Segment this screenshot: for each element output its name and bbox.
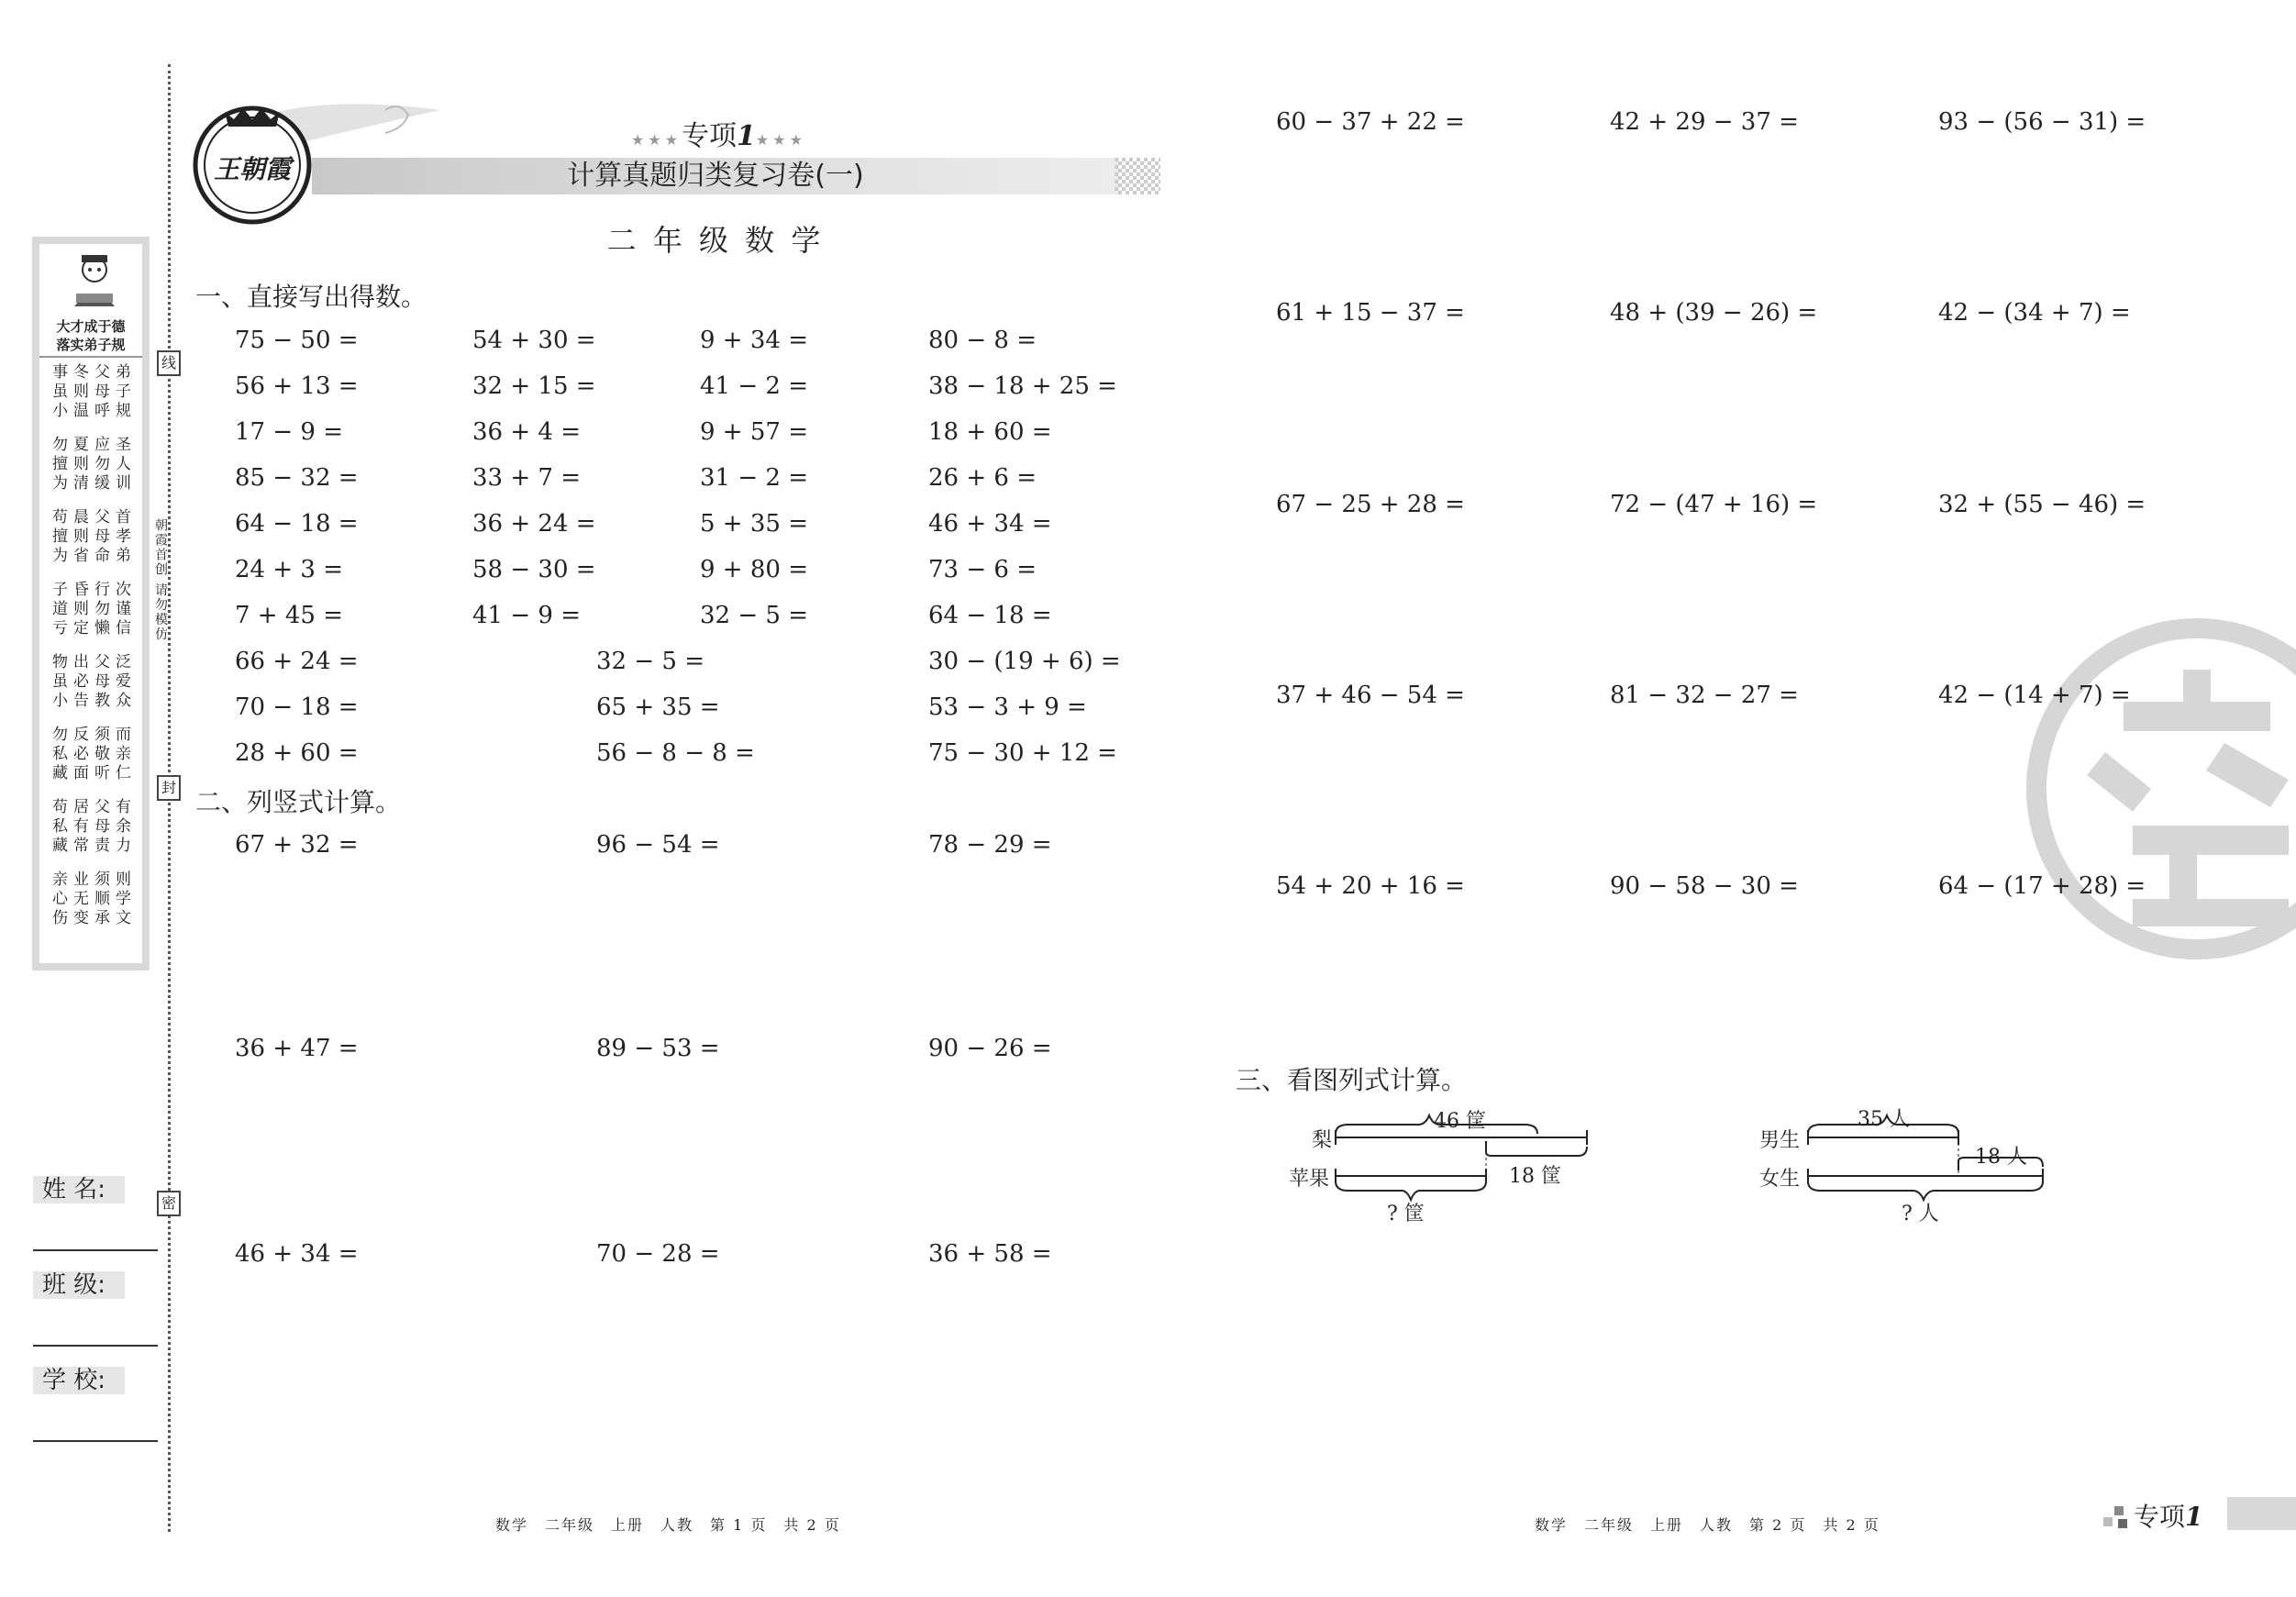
problem: 54 + 20 + 16 = <box>1276 872 1465 900</box>
star-icon: ★★★ <box>631 131 682 149</box>
poem-line: 子昏行次 <box>52 581 137 599</box>
seal-line-mark: 线 <box>157 350 181 376</box>
problem: 96 − 54 = <box>596 831 720 859</box>
problem: 75 − 50 = <box>235 327 359 354</box>
problem: 67 − 25 + 28 = <box>1276 491 1465 518</box>
poem-line: 物出父泛 <box>52 653 137 671</box>
problem: 67 + 32 = <box>235 831 359 859</box>
diagram-2-total-label: 35 人 <box>1858 1108 1910 1131</box>
problem: 36 + 24 = <box>472 510 596 538</box>
problem: 58 − 30 = <box>472 556 596 583</box>
problem: 32 + (55 − 46) = <box>1938 491 2146 518</box>
motto-line: 落实弟子规 <box>56 337 126 353</box>
poem-line: 擅则勿人 <box>52 455 137 473</box>
problem: 80 − 8 = <box>928 327 1037 354</box>
problem: 70 − 28 = <box>596 1240 720 1268</box>
problem: 90 − 58 − 30 = <box>1610 872 1799 900</box>
problem: 93 − (56 − 31) = <box>1938 108 2146 136</box>
problem: 41 − 2 = <box>700 372 808 400</box>
diagram-2-row2-label: 女生 <box>1759 1168 1801 1191</box>
problem: 36 + 47 = <box>235 1035 359 1062</box>
poem-line: 伤变承文 <box>52 909 137 927</box>
problem: 70 − 18 = <box>235 693 359 721</box>
problem: 9 + 57 = <box>700 418 808 446</box>
diagram-2-question-label: ? 人 <box>1902 1203 1939 1225</box>
footer-tab-label: 专项 <box>2134 1502 2186 1532</box>
section-2-title: 二、列竖式计算。 <box>195 787 402 817</box>
problem: 53 − 3 + 9 = <box>928 693 1087 721</box>
problem: 32 + 15 = <box>472 372 596 400</box>
problem: 46 + 34 = <box>235 1240 359 1268</box>
school-field[interactable] <box>33 1440 158 1442</box>
poem-line: 道则勿谨 <box>52 600 137 618</box>
problem: 54 + 30 = <box>472 327 596 354</box>
section-3-title: 三、看图列式计算。 <box>1236 1065 1468 1095</box>
footer-tab-bg <box>2227 1497 2296 1530</box>
problem: 64 − 18 = <box>235 510 359 538</box>
seal-feng-mark: 封 <box>157 775 181 801</box>
problem: 56 + 13 = <box>235 372 359 400</box>
problem: 56 − 8 − 8 = <box>596 739 755 767</box>
problem: 42 + 29 − 37 = <box>1610 108 1799 136</box>
problem: 9 + 80 = <box>700 556 808 583</box>
problem: 60 − 37 + 22 = <box>1276 108 1465 136</box>
problem: 73 − 6 = <box>928 556 1037 583</box>
problem: 72 − (47 + 16) = <box>1610 491 1818 518</box>
poem-line: 小温呼规 <box>52 402 137 420</box>
poem-line: 苟晨父首 <box>52 508 137 527</box>
name-field[interactable] <box>33 1249 158 1251</box>
footer-right: 数学 二年级 上册 人教 第 2 页 共 2 页 <box>1535 1516 1880 1534</box>
problem: 36 + 4 = <box>472 418 581 446</box>
problem: 61 + 15 − 37 = <box>1276 299 1465 327</box>
logo-text: 王朝霞 <box>213 154 291 184</box>
problem: 38 − 18 + 25 = <box>928 372 1117 400</box>
problem: 81 − 32 − 27 = <box>1610 682 1799 709</box>
footer-tab-number: 1 <box>2185 1502 2203 1532</box>
problem: 17 − 9 = <box>235 418 343 446</box>
problem: 48 + (39 − 26) = <box>1610 299 1818 327</box>
footer-left: 数学 二年级 上册 人教 第 1 页 共 2 页 <box>495 1516 841 1534</box>
problem: 36 + 58 = <box>928 1240 1052 1268</box>
problem: 30 − (19 + 6) = <box>928 648 1121 675</box>
school-label: 学 校: <box>33 1367 125 1394</box>
page-subtitle: 二 年 级 数 学 <box>606 223 825 258</box>
poem-line: 为清缓训 <box>52 474 137 493</box>
problem: 66 + 24 = <box>235 648 359 675</box>
problem: 24 + 3 = <box>235 556 343 583</box>
diagram-1-question-label: ? 筐 <box>1387 1203 1425 1225</box>
problem: 32 − 5 = <box>700 602 808 629</box>
problem: 5 + 35 = <box>700 510 808 538</box>
problem: 37 + 46 − 54 = <box>1276 682 1465 709</box>
problem: 42 − (14 + 7) = <box>1938 682 2131 709</box>
problem: 64 − (17 + 28) = <box>1938 872 2146 900</box>
poem-line: 勿反须而 <box>52 726 137 744</box>
problem: 41 − 9 = <box>472 602 581 629</box>
problem: 85 − 32 = <box>235 464 359 492</box>
problem: 90 − 26 = <box>928 1035 1052 1062</box>
star-icon: ★★★ <box>755 131 806 149</box>
poem-line: 亏定懒信 <box>52 619 137 638</box>
diagram-1-row2-label: 苹果 <box>1289 1168 1330 1191</box>
footer-series-tab <box>2134 1497 2203 1534</box>
problem: 26 + 6 = <box>928 464 1037 492</box>
poem-line: 心无顺学 <box>52 890 137 908</box>
problem: 28 + 60 = <box>235 739 359 767</box>
problem: 31 − 2 = <box>700 464 808 492</box>
seal-mi-mark: 密 <box>157 1191 181 1216</box>
series-number: 1 <box>737 120 756 152</box>
poem-line: 藏面听仁 <box>52 764 137 782</box>
poem-line: 虽必母爱 <box>52 672 137 691</box>
problem: 9 + 34 = <box>700 327 808 354</box>
problem: 18 + 60 = <box>928 418 1052 446</box>
poem-line: 擅则母孝 <box>52 527 137 546</box>
secret-watermark <box>2023 615 2296 963</box>
section-1-title: 一、直接写出得数。 <box>195 282 427 312</box>
copyright-note: 朝霞首创 请勿模仿 <box>153 518 168 642</box>
poem-line: 私必敬亲 <box>52 745 137 763</box>
sidebar-panel <box>32 237 150 970</box>
problem: 33 + 7 = <box>472 464 581 492</box>
problem: 42 − (34 + 7) = <box>1938 299 2131 327</box>
poem-line: 藏常责力 <box>52 837 137 855</box>
problem: 65 + 35 = <box>596 693 720 721</box>
poem-line: 虽则母子 <box>52 383 137 401</box>
problem: 46 + 34 = <box>928 510 1052 538</box>
diagram-2-diff-label: 18 人 <box>1975 1146 2027 1169</box>
problem: 78 − 29 = <box>928 831 1052 859</box>
problem: 7 + 45 = <box>235 602 343 629</box>
problem: 75 − 30 + 12 = <box>928 739 1117 767</box>
page-title: 计算真题归类复习卷(一) <box>567 160 864 192</box>
class-label: 班 级: <box>33 1271 125 1299</box>
poem-line: 勿夏应圣 <box>52 436 137 454</box>
diagram-1-diff-label: 18 筐 <box>1509 1165 1561 1188</box>
motto-line: 大才成于德 <box>56 318 126 335</box>
poem-line: 为省命弟 <box>52 547 137 565</box>
problem: 64 − 18 = <box>928 602 1052 629</box>
poem-line: 小告教众 <box>52 692 137 710</box>
name-label: 姓 名: <box>33 1176 125 1203</box>
series-heading <box>631 113 806 153</box>
problem: 89 − 53 = <box>596 1035 720 1062</box>
poem-line: 苟居父有 <box>52 798 137 816</box>
diagram-2-row1-label: 男生 <box>1759 1129 1801 1152</box>
diagram-1-total-label: 46 筐 <box>1434 1110 1486 1133</box>
checker-pattern <box>1115 158 1160 194</box>
scholar-mascot-icon <box>67 250 122 314</box>
series-label: 专项 <box>682 120 738 152</box>
diagram-1-row1-label: 梨 <box>1312 1129 1333 1152</box>
problem: 32 − 5 = <box>596 648 704 675</box>
di-zi-gui-poem <box>39 363 142 928</box>
poem-line: 私有母余 <box>52 817 137 836</box>
class-field[interactable] <box>33 1345 158 1347</box>
poem-line: 亲业须则 <box>52 871 137 889</box>
footer-checker-pattern <box>2094 1504 2131 1532</box>
poem-line: 事冬父弟 <box>52 363 137 382</box>
